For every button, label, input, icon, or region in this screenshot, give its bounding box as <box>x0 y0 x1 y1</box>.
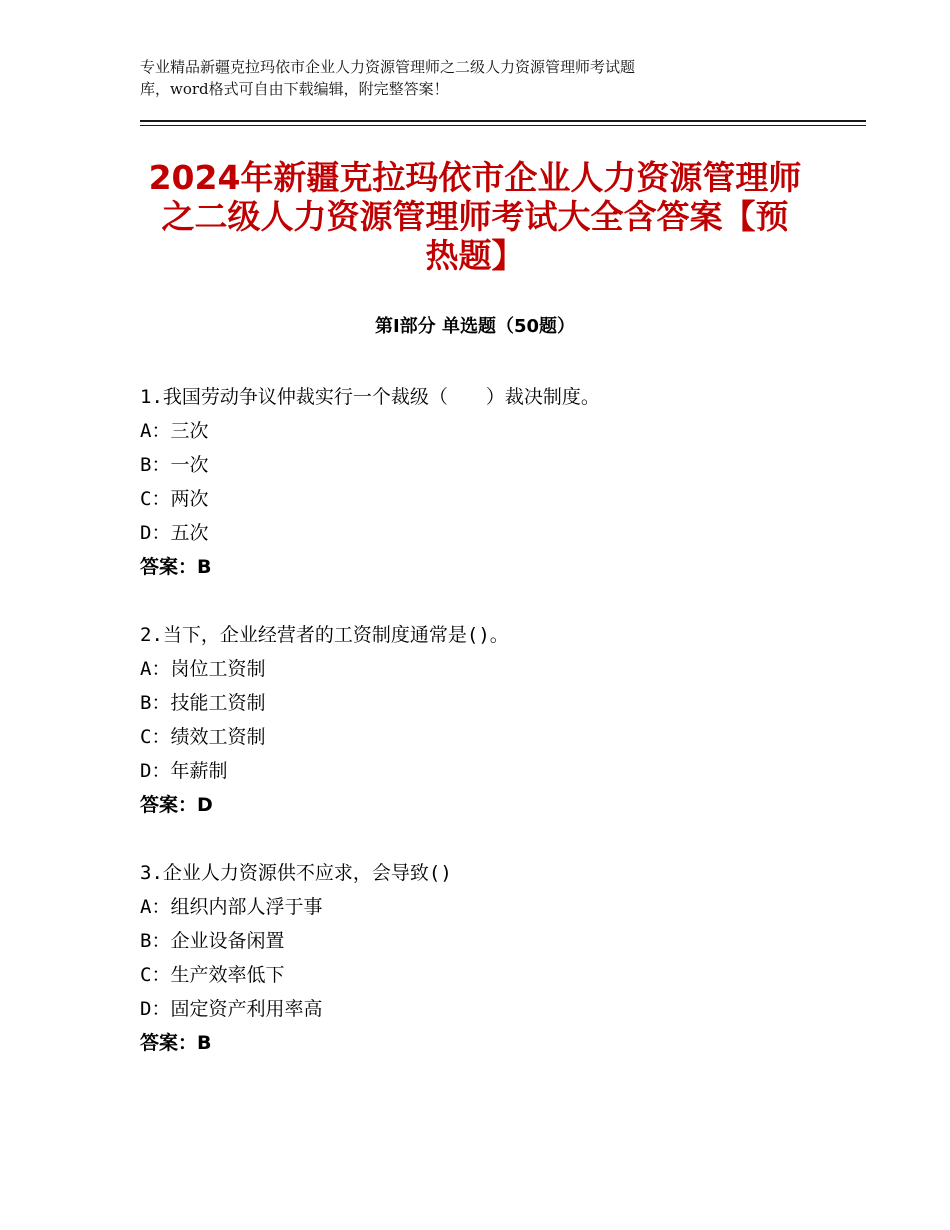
option-c: C：绩效工资制 <box>140 726 266 748</box>
option-c: C：生产效率低下 <box>140 964 285 986</box>
header-note-line-1: 专业精品新疆克拉玛依市企业人力资源管理师之二级人力资源管理师考试题 <box>140 58 636 76</box>
option-c: C：两次 <box>140 488 209 510</box>
document-title-line-2: 之二级人力资源管理师考试大全含答案【预 <box>161 197 789 236</box>
answer-line: 答案：D <box>140 794 213 816</box>
option-d: D：年薪制 <box>140 760 228 782</box>
header-rule-thick <box>140 120 866 122</box>
answer-line: 答案：B <box>140 1032 212 1054</box>
question-stem: 3.企业人力资源供不应求，会导致() <box>140 862 452 884</box>
question-stem: 2.当下，企业经营者的工资制度通常是()。 <box>140 624 509 646</box>
header-rule-thin <box>140 125 866 126</box>
question-1 <box>140 380 840 584</box>
option-a: A：岗位工资制 <box>140 658 266 680</box>
header-note <box>140 56 830 100</box>
option-b: B：技能工资制 <box>140 692 266 714</box>
option-d: D：固定资产利用率高 <box>140 998 323 1020</box>
document-title <box>130 158 820 275</box>
question-2 <box>140 618 840 822</box>
section-title: 第Ⅰ部分 单选题（50题） <box>374 316 575 337</box>
document-title-line-1: 2024年新疆克拉玛依市企业人力资源管理师 <box>148 158 802 197</box>
option-a: A：三次 <box>140 420 209 442</box>
question-list <box>140 380 840 1094</box>
option-a: A：组织内部人浮于事 <box>140 896 323 918</box>
question-stem: 1.我国劳动争议仲裁实行一个裁级（ ）裁决制度。 <box>140 386 600 408</box>
answer-line: 答案：B <box>140 556 212 578</box>
document-title-line-3: 热题】 <box>425 236 525 275</box>
option-d: D：五次 <box>140 522 209 544</box>
option-b: B：一次 <box>140 454 209 476</box>
header-note-line-2: 库，word格式可自由下载编辑，附完整答案！ <box>140 80 449 98</box>
option-b: B：企业设备闲置 <box>140 930 285 952</box>
question-3 <box>140 856 840 1060</box>
